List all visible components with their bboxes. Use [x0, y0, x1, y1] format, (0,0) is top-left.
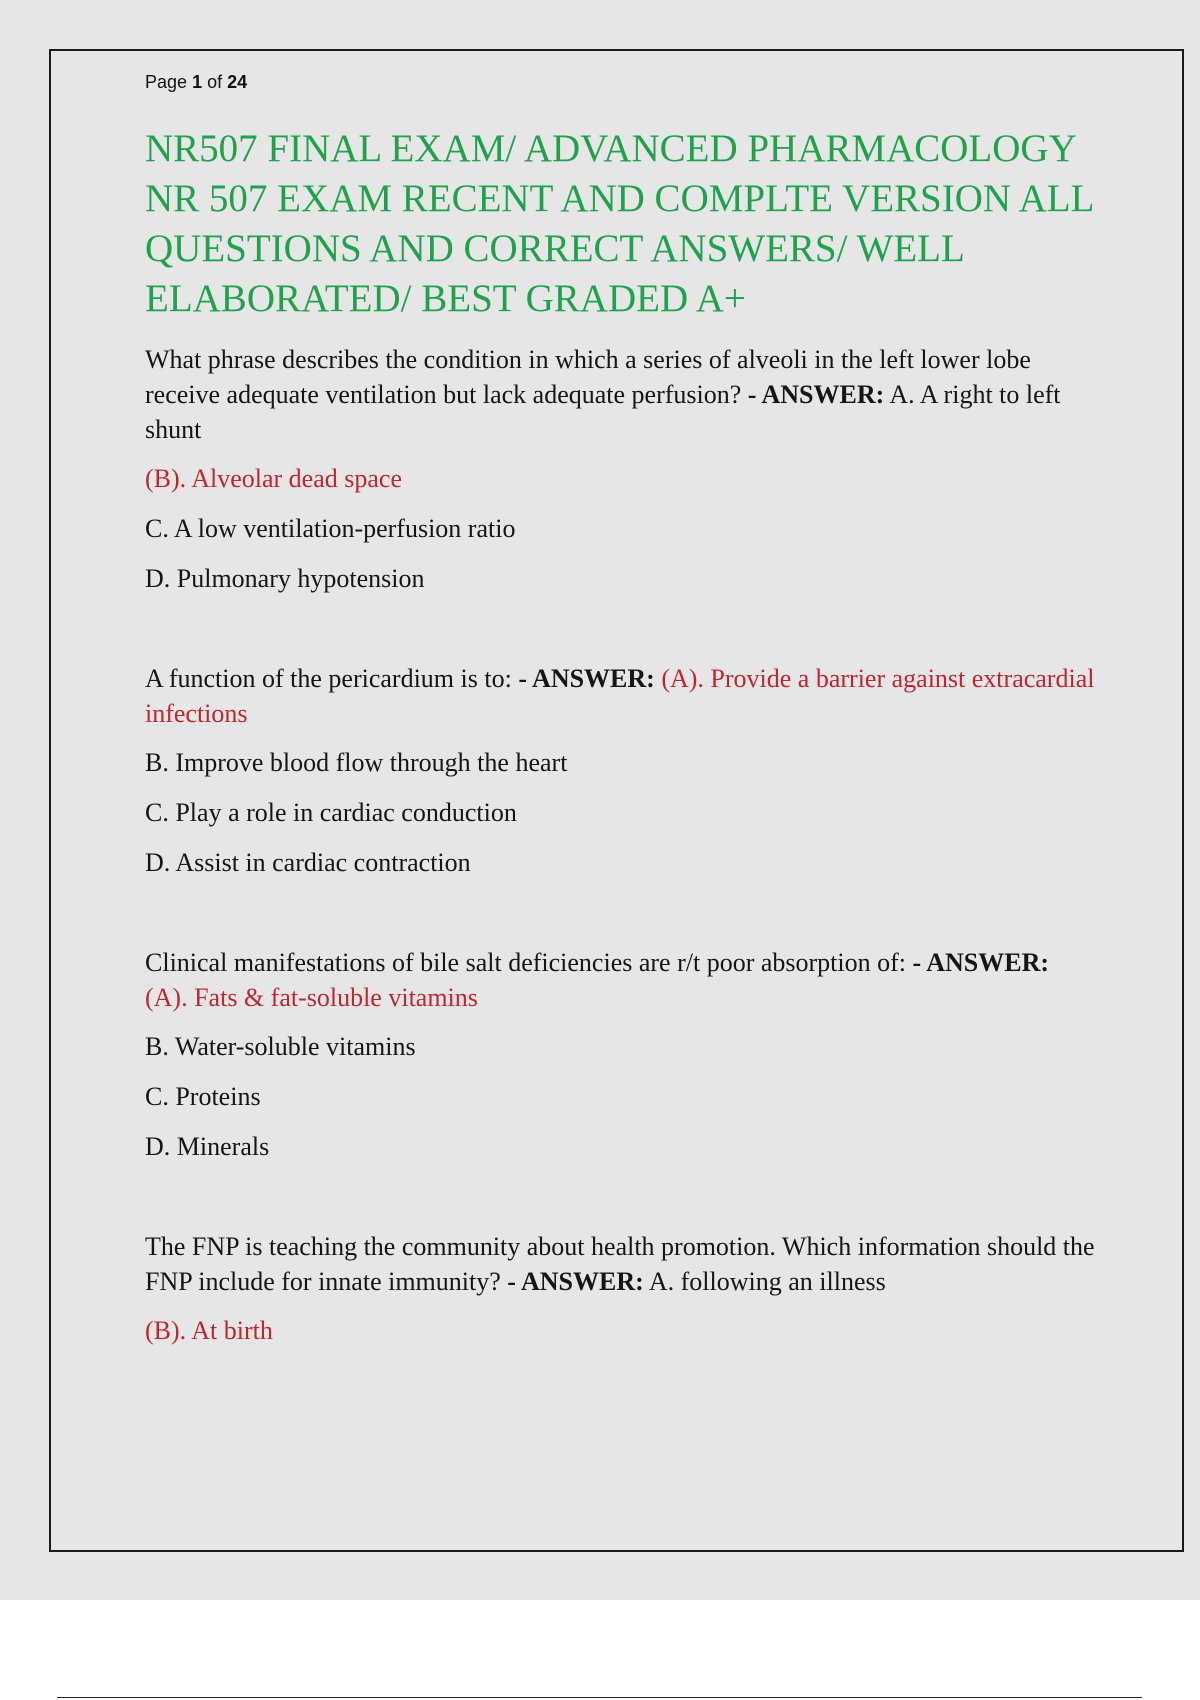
question-4-option-b-correct: (B). At birth — [145, 1315, 273, 1345]
spacer — [145, 611, 1095, 661]
question-1 — [145, 342, 1095, 447]
question-3-option-a-correct: (A). Fats & fat-soluble vitamins — [145, 982, 478, 1012]
total-pages: 24 — [227, 72, 248, 92]
question-1-text: What phrase describes the condition in which a series of alveoli in the left lower lobe receive adequate ventilation but lack adequate perfusion? — [145, 344, 1031, 409]
question-block-2 — [145, 661, 1095, 880]
question-3-option-c: C. Proteins — [145, 1081, 261, 1111]
document-content — [145, 72, 1095, 1363]
question-4-text: The FNP is teaching the community about health promotion. Which information should the FNP include for innate immunity? — [145, 1231, 1095, 1296]
question-1-option-d: D. Pulmonary hypotension — [145, 563, 425, 593]
question-2-option-a-correct: (A). Provide a barrier against extracardial infections — [145, 663, 1095, 728]
footer-divider — [57, 1697, 1142, 1698]
answer-label: - ANSWER: — [912, 947, 1050, 977]
page-number — [145, 72, 1095, 94]
question-3-option-b: B. Water-soluble vitamins — [145, 1031, 416, 1061]
page-of: of — [207, 72, 223, 92]
question-block-1 — [145, 342, 1095, 596]
question-1-option-c: C. A low ventilation-perfusion ratio — [145, 513, 516, 543]
question-block-4 — [145, 1229, 1095, 1348]
question-3-option-d: D. Minerals — [145, 1131, 270, 1161]
question-1-option-b-correct: (B). Alveolar dead space — [145, 463, 403, 493]
spacer — [145, 1179, 1095, 1229]
answer-label: - ANSWER: — [747, 379, 885, 409]
question-4 — [145, 1229, 1095, 1299]
page-label: Page — [145, 72, 188, 92]
question-1-option-a: A. A right to left shunt — [145, 379, 1061, 444]
document-title: NR507 FINAL EXAM/ ADVANCED PHARMACOLOGY NR 507 EXAM RECENT AND COMPLTE VERSION ALL QUESTIONS AND CORRECT ANSWERS/ WELL ELABORATED/ BEST GRADED A+ — [145, 126, 1093, 320]
question-2-text: A function of the pericardium is to: — [145, 663, 512, 693]
question-2 — [145, 661, 1095, 731]
question-2-option-d: D. Assist in cardiac contraction — [145, 847, 471, 877]
question-4-option-a: A. following an illness — [648, 1266, 886, 1296]
answer-label: - ANSWER: — [518, 663, 655, 693]
spacer — [145, 895, 1095, 945]
question-block-3 — [145, 945, 1095, 1164]
question-2-option-c: C. Play a role in cardiac conduction — [145, 797, 517, 827]
question-3 — [145, 945, 1095, 1015]
question-3-text: Clinical manifestations of bile salt deficiencies are r/t poor absorption of: — [145, 947, 906, 977]
answer-label: - ANSWER: — [507, 1266, 644, 1296]
question-2-option-b: B. Improve blood flow through the heart — [145, 747, 568, 777]
current-page: 1 — [192, 72, 203, 92]
